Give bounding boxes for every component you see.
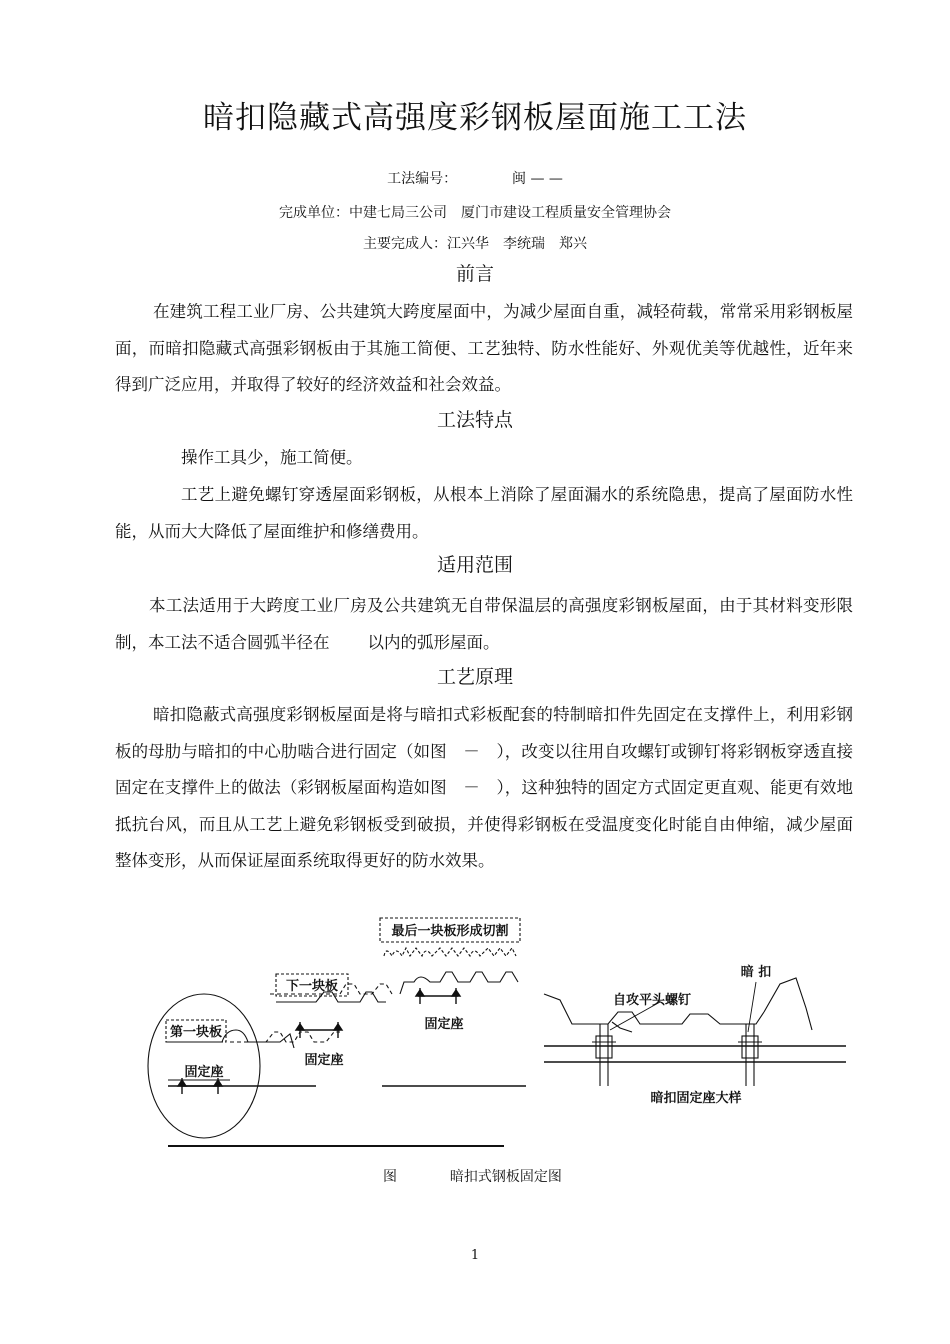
label-self-tapping-screw: 自攻平头螺钉 (612, 993, 692, 1008)
document-title: 暗扣隐藏式高强度彩钢板屋面施工工法 (203, 100, 747, 136)
completion-unit: 完成单位：中建七局三公司 厦门市建设工程质量安全管理协会 (279, 205, 671, 221)
method-code-value: 闽 — — (512, 171, 563, 187)
main-authors: 主要完成人：江兴华 李统瑞 郑兴 (363, 236, 587, 252)
detail-clip-profile (764, 978, 812, 1030)
scope-paragraph-part-b: 以内的弧形屋面。 (367, 632, 500, 652)
heading-scope: 适用范围 (436, 554, 513, 576)
last-panel-cut-outline (384, 948, 516, 956)
label-fixing-seat-3: 固定座 (424, 1017, 464, 1032)
label-first-panel: 第一块板 (169, 1025, 223, 1040)
figure-caption-text: 暗扣式钢板固定图 (449, 1169, 562, 1185)
heading-principle: 工艺原理 (436, 666, 513, 688)
scope-paragraph (115, 588, 853, 661)
last-panel-profile (400, 972, 518, 994)
label-clip: 暗 扣 (740, 965, 772, 980)
scope-paragraph-part-a: 本工法适用于大跨度工业厂房及公共建筑无自带保温层的高强度彩钢板屋面，由于其材料变形限制，本工法不适合圆弧半径在 (115, 596, 853, 652)
fixing-seat-2 (296, 1022, 342, 1038)
label-fixing-seat-1: 固定座 (184, 1065, 224, 1080)
principle-paragraph: 暗扣隐蔽式高强度彩钢板屋面是将与暗扣式彩板配套的特制暗扣件先固定在支撑件上，利用彩钢板的母肋与暗扣的中心肋啮合进行固定（如图 － ），改变以往用自攻螺钉或铆钉将彩钢板穿透直接固定在支撑件上的做法（彩钢板屋面构造如图 － ），这种独特的固定方式固定更直观、能更有效地抵抗台风，而且从工艺上避免彩钢板受到破损，并使得彩钢板在受温度变化时能自由伸缩，减少屋面整体变形，从而保证屋面系统取得更好的防水效果。 (115, 705, 853, 870)
page-number: 1 (470, 1248, 480, 1263)
figure-caption-prefix: 图 (383, 1169, 397, 1185)
label-next-panel: 下一块板 (285, 979, 339, 994)
label-fixing-seat-2: 固定座 (304, 1053, 344, 1068)
features-item-2: 工艺上避免螺钉穿透屋面彩钢板，从根本上消除了屋面漏水的系统隐患，提高了屋面防水性能，从而大大降低了屋面维护和修缮费用。 (115, 485, 853, 541)
label-clip-detail: 暗扣固定座大样 (650, 1091, 742, 1106)
preface-paragraph: 在建筑工程工业厂房、公共建筑大跨度屋面中，为减少屋面自重，减轻荷载，常常采用彩钢板屋面，而暗扣隐藏式高强彩钢板由于其施工简便、工艺独特、防水性能好、外观优美等优越性，近年来得到广泛应用，并取得了较好的经济效益和社会效益。 (115, 302, 853, 394)
fixing-diagram (140, 912, 860, 1162)
heading-features: 工法特点 (436, 409, 513, 431)
figure-caption (383, 1166, 562, 1186)
method-code-label: 工法编号： (387, 171, 458, 187)
detail-screw-left (592, 1024, 616, 1086)
fixing-seat-3 (416, 988, 460, 1004)
label-last-panel: 最后一块板形成切割 (391, 924, 509, 939)
detail-screw-right (738, 1024, 762, 1086)
method-code-line (0, 168, 950, 188)
heading-preface: 前言 (455, 263, 494, 285)
features-item-1: 操作工具少，施工简便。 (181, 448, 363, 467)
